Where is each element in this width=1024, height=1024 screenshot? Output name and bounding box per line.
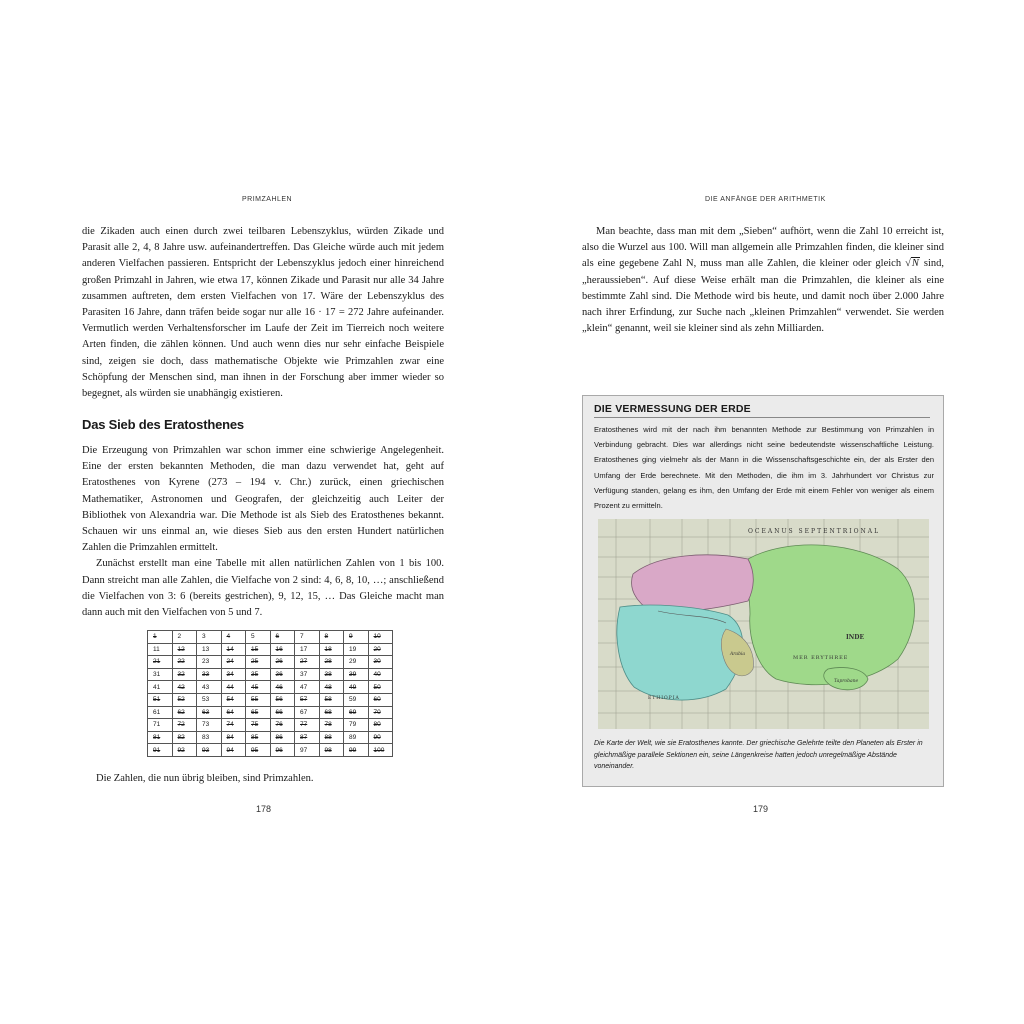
sieve-cell: 39 [344, 668, 369, 681]
sieve-cell: 52 [172, 693, 197, 706]
sieve-cell: 89 [344, 731, 369, 744]
sieve-cell: 19 [344, 643, 369, 656]
sieve-cell: 87 [295, 731, 320, 744]
sieve-cell: 65 [246, 706, 271, 719]
sieve-cell: 63 [197, 706, 222, 719]
sieve-cell: 20 [368, 643, 393, 656]
sieve-row [148, 681, 393, 694]
sieve-cell: 81 [148, 731, 173, 744]
sieve-cell: 90 [368, 731, 393, 744]
sieve-cell: 43 [197, 681, 222, 694]
sieve-cell: 53 [197, 693, 222, 706]
sieve-cell: 1 [148, 631, 173, 644]
sieve-cell: 24 [221, 656, 246, 669]
sqrt-variable: N [911, 258, 919, 270]
sieve-table [147, 630, 393, 757]
sieve-cell: 64 [221, 706, 246, 719]
sieve-cell: 67 [295, 706, 320, 719]
sieve-cell: 61 [148, 706, 173, 719]
sieve-cell: 83 [197, 731, 222, 744]
sieve-cell: 50 [368, 681, 393, 694]
body-paragraph: die Zikaden auch einen durch zwei teilbaren Lebenszyklus, würden Zikade und Parasit alle 2, 4, 8 Jahre usw. aufeinandertreffen. Das Gleiche würde auch mit jedem anderen Vielfachen passieren. Entspricht der Lebenszyklus jedoch einer hinreichend großen Primzahl in Jahren, wie etwa 17, können Zikade und Parasit nur alle 34 Jahre zusammen auftreten, dem ersten Vielfachen von 17. Wäre der Lebenszyklus des Parasiten 16 Jahre, dann träfen beide sogar nur alle 16 · 17 = 272 Jahre aufeinander. Vermutlich werden Verhaltensforscher im Laufe der Zeit im Tierreich noch weitere Arten finden, die zählen können. Und auch wenn dies nur sehr einfache Beispiele sind, zeigen sie doch, dass mathematische Objekte wie Primzahlen zwar eine Schöpfung der Menschen sind, man ihnen in der Forschung aber immer wieder so begegnet, als würden sie unabhängig existieren. [82, 226, 444, 400]
sieve-row [148, 631, 393, 644]
sieve-cell: 62 [172, 706, 197, 719]
body-paragraph: Zunächst erstellt man eine Tabelle mit allen natürlichen Zahlen von 1 bis 100. Dann streicht man alle Zahlen, die Vielfache von 2 sind: 4, 6, 8, 10, …; anschließend die Vielfachen von 3: 6 (bereits gestrichen), 9, 12, 15, … Das Gleiche macht man dann auch mit den Vielfachen von 5 und 7. [82, 558, 444, 619]
info-box [582, 395, 944, 787]
sqrt-symbol: √ [905, 258, 911, 270]
map-label: OCEANUS SEPTENTRIONAL [748, 528, 881, 535]
sieve-cell: 17 [295, 643, 320, 656]
sieve-cell: 12 [172, 643, 197, 656]
sieve-cell: 51 [148, 693, 173, 706]
sieve-row [148, 643, 393, 656]
sieve-cell: 34 [221, 668, 246, 681]
map-label: Taprobane [834, 679, 859, 684]
sqrt-n-formula [905, 257, 920, 269]
sieve-row [148, 719, 393, 732]
sieve-cell: 49 [344, 681, 369, 694]
sieve-cell: 93 [197, 744, 222, 757]
sieve-cell: 18 [319, 643, 344, 656]
sieve-cell: 30 [368, 656, 393, 669]
sieve-cell: 56 [270, 693, 295, 706]
sieve-row [148, 656, 393, 669]
map-caption: Die Karte der Welt, wie sie Eratosthenes kannte. Der griechische Gelehrte teilte den Planeten als Erster in gleichmäßige parallele Sektionen ein, seine Längenkreise hatten jedoch unregelmäßige Abstände voneinander. [594, 740, 923, 770]
sieve-cell: 28 [319, 656, 344, 669]
paragraph-text: sind, „heraussieben“. Auf diese Weise erhält man die Primzahlen, die kleiner als eine bestimmte Zahl sind. Die Methode wird bis heute, und damit noch über 2.000 Jahre nach ihrer Erfindung, zur Suche nach „kleinen Primzahlen“ verwendet. Sie werden „klein“ genannt, weil sie kleiner sind als zehn Milliarden. [582, 258, 944, 335]
sieve-cell: 32 [172, 668, 197, 681]
sieve-row [148, 744, 393, 757]
sieve-cell: 16 [270, 643, 295, 656]
sieve-cell: 13 [197, 643, 222, 656]
sieve-cell: 40 [368, 668, 393, 681]
sieve-cell: 55 [246, 693, 271, 706]
map-label: ETHIOPIA [648, 696, 680, 701]
running-head: PRIMZAHLEN [242, 196, 293, 203]
map-label: Arabia [730, 652, 746, 657]
sieve-cell: 33 [197, 668, 222, 681]
sieve-cell: 75 [246, 719, 271, 732]
sieve-cell: 26 [270, 656, 295, 669]
sieve-cell: 78 [319, 719, 344, 732]
sieve-cell: 85 [246, 731, 271, 744]
sieve-cell: 82 [172, 731, 197, 744]
sieve-cell: 31 [148, 668, 173, 681]
sieve-cell: 84 [221, 731, 246, 744]
section-heading: Das Sieb des Eratosthenes [82, 417, 244, 432]
sieve-cell: 47 [295, 681, 320, 694]
sieve-cell: 48 [319, 681, 344, 694]
sieve-row [148, 668, 393, 681]
sieve-cell: 72 [172, 719, 197, 732]
sieve-cell: 36 [270, 668, 295, 681]
map-label: MER ERYTHREE [793, 655, 849, 661]
sieve-cell: 46 [270, 681, 295, 694]
sieve-cell: 99 [344, 744, 369, 757]
sieve-cell: 91 [148, 744, 173, 757]
sieve-cell: 100 [368, 744, 393, 757]
sieve-cell: 80 [368, 719, 393, 732]
sieve-cell: 98 [319, 744, 344, 757]
sieve-cell: 29 [344, 656, 369, 669]
sieve-cell: 44 [221, 681, 246, 694]
sieve-cell: 10 [368, 631, 393, 644]
sieve-cell: 6 [270, 631, 295, 644]
sieve-cell: 74 [221, 719, 246, 732]
sieve-cell: 11 [148, 643, 173, 656]
sieve-cell: 7 [295, 631, 320, 644]
sieve-cell: 25 [246, 656, 271, 669]
sieve-cell: 42 [172, 681, 197, 694]
body-paragraph [582, 224, 944, 337]
sieve-cell: 97 [295, 744, 320, 757]
conclusion-paragraph: Die Zahlen, die nun übrig bleiben, sind Primzahlen. [96, 773, 314, 784]
sieve-cell: 58 [319, 693, 344, 706]
sieve-cell: 95 [246, 744, 271, 757]
sieve-cell: 4 [221, 631, 246, 644]
sieve-cell: 71 [148, 719, 173, 732]
page-number: 179 [753, 804, 769, 814]
sieve-cell: 14 [221, 643, 246, 656]
sieve-cell: 69 [344, 706, 369, 719]
box-title: DIE VERMESSUNG DER ERDE [594, 403, 930, 418]
sieve-row [148, 731, 393, 744]
sieve-cell: 76 [270, 719, 295, 732]
sieve-cell: 96 [270, 744, 295, 757]
sieve-cell: 68 [319, 706, 344, 719]
sieve-cell: 73 [197, 719, 222, 732]
page-number: 178 [256, 804, 272, 814]
sieve-cell: 86 [270, 731, 295, 744]
world-map-image [598, 519, 929, 729]
sieve-cell: 22 [172, 656, 197, 669]
sieve-cell: 57 [295, 693, 320, 706]
sieve-cell: 59 [344, 693, 369, 706]
sieve-row [148, 706, 393, 719]
sieve-cell: 38 [319, 668, 344, 681]
sieve-cell: 41 [148, 681, 173, 694]
sieve-cell: 2 [172, 631, 197, 644]
sieve-cell: 37 [295, 668, 320, 681]
sieve-cell: 9 [344, 631, 369, 644]
left-page [82, 0, 444, 1024]
sieve-cell: 60 [368, 693, 393, 706]
sieve-cell: 3 [197, 631, 222, 644]
sieve-cell: 35 [246, 668, 271, 681]
sieve-cell: 5 [246, 631, 271, 644]
sieve-cell: 45 [246, 681, 271, 694]
sieve-cell: 21 [148, 656, 173, 669]
sieve-cell: 94 [221, 744, 246, 757]
right-page [582, 0, 944, 1024]
sieve-cell: 92 [172, 744, 197, 757]
running-head: DIE ANFÄNGE DER ARITHMETIK [705, 196, 826, 203]
sieve-cell: 88 [319, 731, 344, 744]
sieve-cell: 77 [295, 719, 320, 732]
paragraph-text: Man beachte, dass man mit dem „Sieben“ aufhört, wenn die Zahl 10 erreicht ist, also die Wurzel aus 100. Will man allgemein alle Primzahlen finden, die kleiner sind als eine gegebene Zahl N, muss man alle Zahlen, die kleiner oder gleich [582, 226, 944, 270]
sieve-cell: 8 [319, 631, 344, 644]
sieve-cell: 66 [270, 706, 295, 719]
sieve-cell: 79 [344, 719, 369, 732]
sieve-cell: 27 [295, 656, 320, 669]
sieve-cell: 15 [246, 643, 271, 656]
box-text: Eratosthenes wird mit der nach ihm benannten Methode zur Bestimmung von Primzahlen in Verbindung gebracht. Dies war allerdings nicht seine bedeutendste wissenschaftliche Leistung. Eratosthenes ging vielmehr als der Mann in die Wissenschaftsgeschichte ein, der als Erster den Umfang der Erde berechnete. Mit den Methoden, die ihm im 3. Jahrhundert vor Christus zur Verfügung standen, gelang es ihm, den Umfang der Erde mit einem Fehler von weniger als einem Prozent zu ermitteln. [594, 425, 934, 511]
sieve-cell: 70 [368, 706, 393, 719]
body-text-block [82, 443, 444, 621]
body-paragraph: Die Erzeugung von Primzahlen war schon immer eine schwierige Angelegenheit. Eine der ersten bekannten Methoden, die man dazu verwendet hat, geht auf Eratosthenes von Kyrene (273 – 194 v. Chr.) zurück, einen griechischen Mathematiker, Astronomen und Geografen, der gleichzeitig auch Leiter der Bibliothek von Alexandria war. Die Methode ist als Sieb des Eratosthenes bekannt. Schauen wir uns einmal an, wie dieses Sieb aus den ersten Hundert natürlichen Zahlen die Primzahlen ermittelt. [82, 445, 444, 554]
map-label: INDE [846, 634, 865, 641]
sieve-cell: 54 [221, 693, 246, 706]
sieve-row [148, 693, 393, 706]
sieve-cell: 23 [197, 656, 222, 669]
